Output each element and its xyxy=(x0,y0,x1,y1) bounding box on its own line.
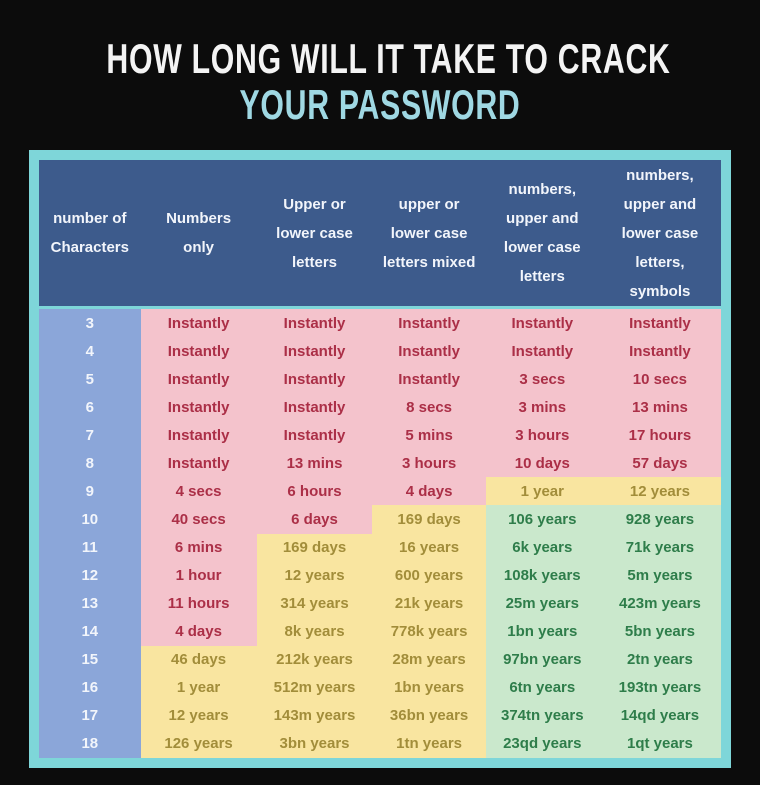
crack-time-cell: 6 mins xyxy=(141,534,257,562)
crack-time-cell: 778k years xyxy=(372,618,485,646)
crack-time-cell: 3 mins xyxy=(486,393,599,421)
table-body xyxy=(39,309,721,758)
crack-time-cell: Instantly xyxy=(141,309,257,337)
char-count-cell: 10 xyxy=(39,505,141,533)
char-count-cell: 17 xyxy=(39,702,141,730)
crack-time-cell: 3bn years xyxy=(257,730,373,758)
crack-time-cell: Instantly xyxy=(372,337,485,365)
crack-time-cell: 71k years xyxy=(599,534,721,562)
crack-time-cell: 13 mins xyxy=(257,449,373,477)
crack-time-cell: 2tn years xyxy=(599,646,721,674)
crack-time-cell: 212k years xyxy=(257,646,373,674)
crack-time-cell: 12 years xyxy=(141,702,257,730)
crack-time-cell: 1 hour xyxy=(141,562,257,590)
crack-time-cell: Instantly xyxy=(257,309,373,337)
title-line-2: YOUR PASSWORD xyxy=(239,81,521,128)
crack-time-cell: Instantly xyxy=(599,309,721,337)
char-count-cell: 3 xyxy=(39,309,141,337)
crack-time-cell: 21k years xyxy=(372,590,485,618)
crack-time-cell: 928 years xyxy=(599,505,721,533)
crack-time-cell: 6k years xyxy=(486,534,599,562)
crack-time-cell: 4 days xyxy=(372,477,485,505)
crack-time-cell: 11 hours xyxy=(141,590,257,618)
crack-time-cell: 25m years xyxy=(486,590,599,618)
char-count-cell: 16 xyxy=(39,674,141,702)
crack-time-cell: 1 year xyxy=(486,477,599,505)
char-count-cell: 13 xyxy=(39,590,141,618)
crack-time-cell: Instantly xyxy=(257,421,373,449)
crack-time-cell: 10 days xyxy=(486,449,599,477)
crack-time-cell: 374tn years xyxy=(486,702,599,730)
crack-time-cell: 12 years xyxy=(257,562,373,590)
crack-time-cell: 3 hours xyxy=(486,421,599,449)
crack-time-cell: 126 years xyxy=(141,730,257,758)
column-header: numbers, upper and lower case letters xyxy=(486,160,599,306)
column-header: upper or lower case letters mixed xyxy=(372,160,485,306)
crack-time-cell: 512m years xyxy=(257,674,373,702)
crack-time-cell: 314 years xyxy=(257,590,373,618)
crack-time-cell: 8k years xyxy=(257,618,373,646)
crack-time-cell: Instantly xyxy=(599,337,721,365)
table-frame xyxy=(29,150,731,768)
crack-time-cell: 4 secs xyxy=(141,477,257,505)
crack-time-cell: 106 years xyxy=(486,505,599,533)
char-count-cell: 8 xyxy=(39,449,141,477)
crack-time-cell: 5bn years xyxy=(599,618,721,646)
crack-time-cell: Instantly xyxy=(372,365,485,393)
char-count-cell: 11 xyxy=(39,534,141,562)
crack-time-cell: 36bn years xyxy=(372,702,485,730)
crack-time-cell: 40 secs xyxy=(141,505,257,533)
crack-time-cell: Instantly xyxy=(141,449,257,477)
column-header: Numbers only xyxy=(141,160,257,306)
crack-time-cell: 1 year xyxy=(141,674,257,702)
crack-time-cell: 4 days xyxy=(141,618,257,646)
crack-time-cell: 193tn years xyxy=(599,674,721,702)
crack-time-cell: 6 days xyxy=(257,505,373,533)
crack-time-cell: 28m years xyxy=(372,646,485,674)
crack-time-cell: 600 years xyxy=(372,562,485,590)
crack-time-cell: Instantly xyxy=(486,337,599,365)
crack-time-cell: 5 mins xyxy=(372,421,485,449)
crack-time-cell: Instantly xyxy=(141,421,257,449)
column-header: number of Characters xyxy=(39,160,141,306)
table-header-row xyxy=(39,160,721,306)
title-line-1: HOW LONG WILL IT TAKE TO CRACK xyxy=(106,35,671,82)
char-count-cell: 12 xyxy=(39,562,141,590)
crack-time-cell: 143m years xyxy=(257,702,373,730)
crack-time-cell: Instantly xyxy=(372,309,485,337)
crack-time-cell: 3 hours xyxy=(372,449,485,477)
char-count-cell: 14 xyxy=(39,618,141,646)
crack-time-cell: 1qt years xyxy=(599,730,721,758)
crack-time-cell: 16 years xyxy=(372,534,485,562)
crack-time-cell: Instantly xyxy=(141,337,257,365)
crack-time-cell: 12 years xyxy=(599,477,721,505)
crack-time-cell: 13 mins xyxy=(599,393,721,421)
char-count-cell: 4 xyxy=(39,337,141,365)
crack-time-cell: 46 days xyxy=(141,646,257,674)
crack-time-cell: Instantly xyxy=(486,309,599,337)
infographic-title xyxy=(0,0,760,128)
crack-time-cell: Instantly xyxy=(141,393,257,421)
crack-time-cell: 1bn years xyxy=(372,674,485,702)
crack-time-cell: Instantly xyxy=(257,337,373,365)
crack-time-cell: 423m years xyxy=(599,590,721,618)
crack-time-cell: 1bn years xyxy=(486,618,599,646)
char-count-cell: 6 xyxy=(39,393,141,421)
crack-time-cell: 23qd years xyxy=(486,730,599,758)
crack-time-cell: 8 secs xyxy=(372,393,485,421)
crack-time-cell: 97bn years xyxy=(486,646,599,674)
crack-time-cell: 3 secs xyxy=(486,365,599,393)
crack-time-cell: 6 hours xyxy=(257,477,373,505)
column-header: Upper or lower case letters xyxy=(257,160,373,306)
crack-time-cell: 5m years xyxy=(599,562,721,590)
crack-time-cell: Instantly xyxy=(257,365,373,393)
crack-time-cell: 169 days xyxy=(372,505,485,533)
char-count-cell: 5 xyxy=(39,365,141,393)
crack-time-cell: 169 days xyxy=(257,534,373,562)
char-count-cell: 18 xyxy=(39,730,141,758)
crack-time-cell: 1tn years xyxy=(372,730,485,758)
crack-time-cell: 10 secs xyxy=(599,365,721,393)
crack-time-cell: 14qd years xyxy=(599,702,721,730)
char-count-cell: 7 xyxy=(39,421,141,449)
crack-time-cell: 57 days xyxy=(599,449,721,477)
crack-time-cell: 6tn years xyxy=(486,674,599,702)
crack-time-cell: 108k years xyxy=(486,562,599,590)
char-count-cell: 9 xyxy=(39,477,141,505)
column-header: numbers, upper and lower case letters, symbols xyxy=(599,160,721,306)
char-count-cell: 15 xyxy=(39,646,141,674)
crack-time-cell: Instantly xyxy=(257,393,373,421)
crack-time-cell: Instantly xyxy=(141,365,257,393)
crack-time-cell: 17 hours xyxy=(599,421,721,449)
